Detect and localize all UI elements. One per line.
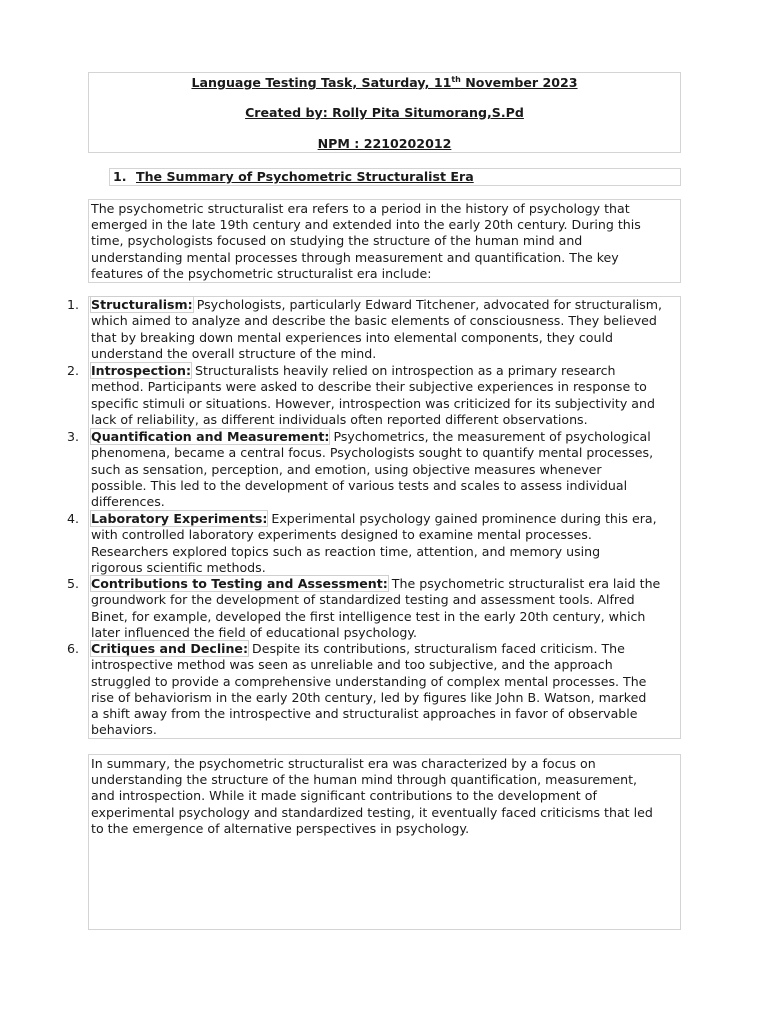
list-item — [67, 511, 681, 576]
list-item — [67, 429, 681, 510]
npm-line: NPM : 2210202012 — [317, 136, 452, 151]
list-item-number: 1. — [67, 297, 80, 312]
list-item-text: Despite its contributions, structuralism faced criticism. The introspective method was seen as unreliable and too subjective, and the approach struggled to provide a comprehensive understanding of complex mental processes. The rise of behaviorism in the early 20th century, led by figures like John B. Watson, marked a shift away from the introspective and structuralist approaches in favor of observable behaviors. — [91, 641, 647, 738]
list-item-term: Quantification and Measurement: — [91, 429, 330, 444]
list-item-term: Introspection: — [91, 363, 192, 378]
summary-paragraph-box — [88, 754, 681, 930]
intro-paragraph: The psychometric structuralist era refers to a period in the history of psychology that emerged in the late 19th century and extended into the early 20th century. During this time, psychologists focused on studying the structure of the human mind and understanding mental processes through measurement and quantification. The key features of the psychometric structuralist era include: — [91, 201, 641, 281]
intro-paragraph-box — [88, 199, 681, 283]
list-item-number: 2. — [67, 363, 80, 378]
summary-paragraph: In summary, the psychometric structuralist era was characterized by a focus on understanding the structure of the human mind through quantification, measurement, and introspection. While it made significant contributions to the development of experimental psychology and standardized testing, it eventually faced criticisms that led to the emergence of alternative perspectives in psychology. — [91, 756, 653, 836]
list-item-text: Structuralists heavily relied on introspection as a primary research method. Participants were asked to describe their subjective experiences in response to specific stimuli or situations. However, introspection was criticized for its subjectivity and lack of reliability, as different individuals often reported different observations. — [91, 363, 656, 427]
list-item — [67, 576, 681, 641]
list-item-text: Psychologists, particularly Edward Titchener, advocated for structuralism, which aimed to analyze and describe the basic elements of consciousness. They believed that by breaking down mental experiences into elemental components, they could understand the overall structure of the mind. — [91, 297, 663, 361]
document-header — [88, 72, 681, 153]
task-title-date: November 2023 — [460, 75, 578, 90]
list-item — [67, 363, 681, 428]
list-item — [67, 297, 681, 362]
list-item-text: Experimental psychology gained prominence during this era, with controlled laboratory experiments designed to examine mental processes. Researchers explored topics such as reaction time, attention, and memory using rigorous scientific methods. — [91, 511, 657, 575]
section-heading — [109, 168, 681, 186]
list-item-term: Structuralism: — [91, 297, 193, 312]
list-item — [67, 641, 681, 739]
list-item-number: 5. — [67, 576, 80, 591]
section-title: The Summary of Psychometric Structuralist Era — [136, 169, 474, 184]
list-item-number: 4. — [67, 511, 80, 526]
list-item-term: Critiques and Decline: — [91, 641, 249, 656]
list-item-term: Laboratory Experiments: — [91, 511, 268, 526]
list-item-term: Contributions to Testing and Assessment: — [91, 576, 388, 591]
features-list — [67, 296, 681, 739]
task-title-ordinal: th — [451, 74, 461, 84]
author-line: Created by: Rolly Pita Situmorang,S.Pd — [245, 105, 524, 120]
task-title-text: Language Testing Task, Saturday, 11 — [191, 75, 452, 90]
list-item-text: Psychometrics, the measurement of psychological phenomena, became a central focus. Psychologists sought to quantify mental processes, such as sensation, perception, and emotion, using objective measures whenever possible. This led to the development of various tests and scales to assess individual differences. — [91, 429, 654, 510]
list-item-text: The psychometric structuralist era laid the groundwork for the development of standardized testing and assessment tools. Alfred Binet, for example, developed the first intelligence test in the early 20th century, which later influenced the field of educational psychology. — [91, 576, 661, 640]
list-item-number: 3. — [67, 429, 80, 444]
section-number: 1. — [113, 169, 127, 184]
list-item-number: 6. — [67, 641, 80, 656]
task-title — [89, 75, 680, 90]
